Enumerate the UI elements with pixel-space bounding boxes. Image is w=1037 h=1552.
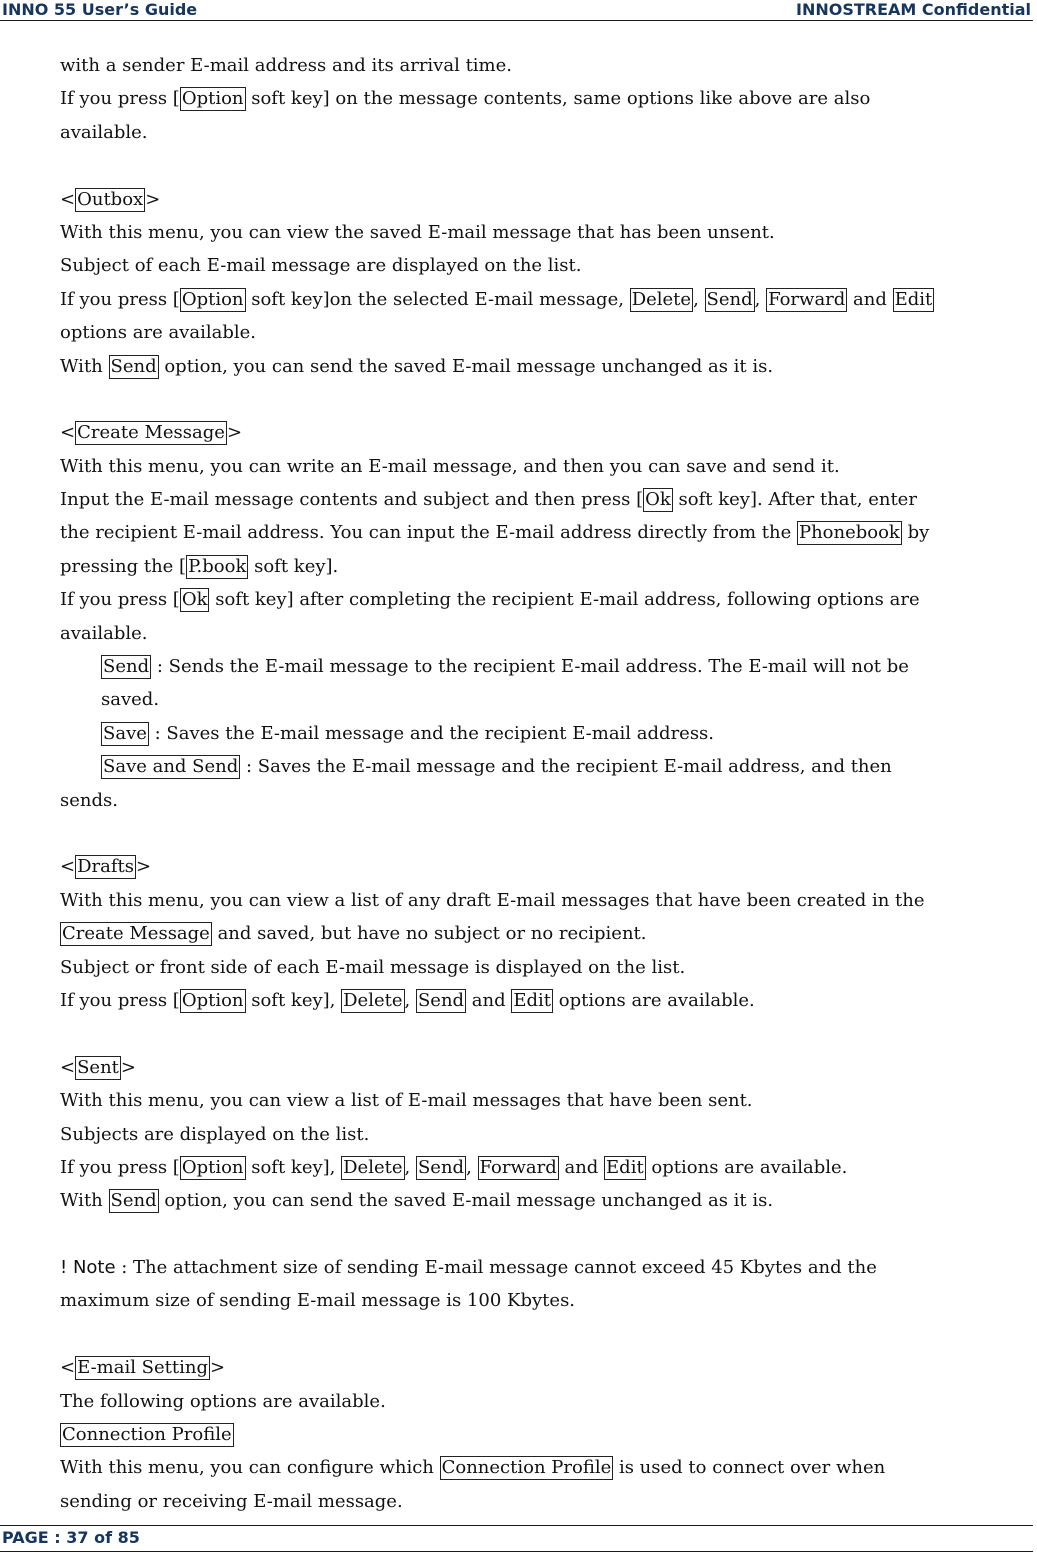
page-header xyxy=(0,0,1033,21)
menu-term: Option xyxy=(181,288,244,310)
text-line xyxy=(60,416,1030,449)
text-run: option, you can send the saved E-mail message unchanged as it is. xyxy=(158,1190,774,1212)
text-line xyxy=(60,516,1030,549)
text-run: Subject of each E-mail message are displayed on the list. xyxy=(60,255,582,277)
text-line xyxy=(60,350,1030,383)
text-run: If you press [ xyxy=(60,989,180,1011)
menu-term: Option xyxy=(181,1156,244,1178)
text-line xyxy=(60,917,1030,950)
menu-term: Connection Profile xyxy=(441,1457,612,1479)
text-run: With this menu, you can write an E-mail message, and then you can save and send it. xyxy=(60,455,840,477)
text-run: soft key]on the selected E-mail message, xyxy=(245,288,630,310)
menu-term: E-mail Setting xyxy=(77,1357,209,1379)
menu-term: Option xyxy=(181,989,244,1011)
text-run: soft key], xyxy=(245,989,342,1011)
text-run: , xyxy=(466,1156,478,1178)
text-run: and xyxy=(558,1156,605,1178)
text-run: If you press [ xyxy=(60,1156,180,1178)
blank-line xyxy=(60,1318,1030,1351)
text-run: > xyxy=(145,188,161,210)
menu-term: Sent xyxy=(77,1056,119,1078)
menu-term: Delete xyxy=(343,1156,403,1178)
menu-term: Drafts xyxy=(77,856,134,878)
text-run: , xyxy=(693,288,705,310)
text-run: soft key] on the message contents, same options like above are also xyxy=(245,88,871,110)
text-run: soft key] after completing the recipient E-mail address, following options are xyxy=(209,589,920,611)
text-line xyxy=(60,750,1030,783)
text-line xyxy=(60,1184,1030,1217)
text-run: : Sends the E-mail message to the recipient E-mail address. The E-mail will not be xyxy=(151,656,909,678)
text-line xyxy=(60,717,1030,750)
text-line xyxy=(60,1385,1030,1418)
menu-term: Send xyxy=(706,288,753,310)
text-run: < xyxy=(60,1357,76,1379)
text-line xyxy=(60,483,1030,516)
text-line xyxy=(60,850,1030,883)
text-line xyxy=(60,1485,1030,1518)
text-line xyxy=(60,884,1030,917)
menu-term: Edit xyxy=(894,288,933,310)
menu-term: Ok xyxy=(181,589,208,611)
menu-term: Send xyxy=(110,355,157,377)
text-line xyxy=(60,1118,1030,1151)
text-run: sends. xyxy=(60,789,118,811)
text-run: With this menu, you can view the saved E-mail message that has been unsent. xyxy=(60,221,775,243)
text-line xyxy=(60,550,1030,583)
text-run: , xyxy=(404,989,416,1011)
menu-term: Send xyxy=(417,1156,465,1178)
text-line xyxy=(60,951,1030,984)
text-run: < xyxy=(60,1056,76,1078)
text-run: available. xyxy=(60,622,148,644)
text-run: by xyxy=(901,522,930,544)
text-line xyxy=(60,1284,1030,1317)
header-confidential: INNOSTREAM Confidential xyxy=(796,0,1031,19)
text-run: < xyxy=(60,856,76,878)
menu-term: Save xyxy=(103,722,147,744)
text-line xyxy=(60,1084,1030,1117)
text-run: options are available. xyxy=(60,322,256,344)
menu-term: Delete xyxy=(343,989,403,1011)
text-run: sending or receiving E-mail message. xyxy=(60,1490,403,1512)
menu-term: P.book xyxy=(188,555,247,577)
text-line xyxy=(60,450,1030,483)
text-run: : Saves the E-mail message and the recipient E-mail address. xyxy=(148,722,715,744)
text-line xyxy=(60,617,1030,650)
text-run: is used to connect over when xyxy=(613,1457,886,1479)
text-run: With this menu, you can view a list of E-mail messages that have been sent. xyxy=(60,1090,753,1112)
note-label: ! Note xyxy=(60,1257,116,1279)
text-run: and xyxy=(847,288,893,310)
text-run: options are available. xyxy=(645,1156,848,1178)
menu-term: Send xyxy=(110,1190,157,1212)
header-title: INNO 55 User’s Guide xyxy=(2,0,198,19)
text-line xyxy=(60,784,1030,817)
text-run: If you press [ xyxy=(60,288,180,310)
text-run: > xyxy=(210,1357,226,1379)
blank-line xyxy=(60,149,1030,182)
text-line xyxy=(60,1251,1030,1284)
text-run: With this menu, you can configure which xyxy=(60,1457,440,1479)
text-run: available. xyxy=(60,121,148,143)
text-line xyxy=(60,116,1030,149)
text-line xyxy=(60,283,1030,316)
text-run: options are available. xyxy=(553,989,755,1011)
blank-line xyxy=(60,817,1030,850)
text-run: The following options are available. xyxy=(60,1390,386,1412)
menu-term: Create Message xyxy=(77,422,225,444)
text-run: soft key]. xyxy=(248,555,339,577)
menu-term: Delete xyxy=(631,288,692,310)
text-line xyxy=(60,249,1030,282)
text-run: and saved, but have no subject or no recipient. xyxy=(211,923,647,945)
document-body xyxy=(60,49,1030,1518)
menu-term: Ok xyxy=(645,489,671,511)
text-run: < xyxy=(60,422,76,444)
text-run: Subjects are displayed on the list. xyxy=(60,1123,370,1145)
menu-term: Save and Send xyxy=(103,756,239,778)
text-run: > xyxy=(136,856,152,878)
text-run: , xyxy=(754,288,767,310)
text-line xyxy=(60,1418,1030,1451)
text-line xyxy=(60,1051,1030,1084)
text-run: With xyxy=(60,355,109,377)
text-run: < xyxy=(60,188,76,210)
text-line xyxy=(60,1351,1030,1384)
text-line xyxy=(60,1451,1030,1484)
text-line xyxy=(60,650,1030,683)
text-run: With this menu, you can view a list of any draft E-mail messages that have been created in the xyxy=(60,889,925,911)
text-run: option, you can send the saved E-mail message unchanged as it is. xyxy=(158,355,774,377)
text-run: with a sender E-mail address and its arrival time. xyxy=(60,55,512,76)
text-run: the recipient E-mail address. You can input the E-mail address directly from the xyxy=(60,522,797,544)
menu-term: Outbox xyxy=(77,188,144,210)
menu-term: Create Message xyxy=(62,923,210,945)
text-run: soft key], xyxy=(245,1156,342,1178)
text-run: If you press [ xyxy=(60,88,180,110)
text-run: > xyxy=(226,422,243,444)
blank-line xyxy=(60,383,1030,416)
menu-term: Edit xyxy=(606,1156,644,1178)
menu-term: Phonebook xyxy=(798,522,900,544)
text-line xyxy=(60,1151,1030,1184)
text-line xyxy=(60,583,1030,616)
text-run: If you press [ xyxy=(60,589,180,611)
menu-term: Send xyxy=(417,989,465,1011)
menu-term: Forward xyxy=(768,288,846,310)
text-run: saved. xyxy=(101,689,160,711)
text-run: : The attachment size of sending E-mail message cannot exceed 45 Kbytes and the xyxy=(115,1257,877,1279)
text-line xyxy=(60,316,1030,349)
text-line xyxy=(60,82,1030,115)
text-run: pressing the [ xyxy=(60,555,187,577)
menu-term: Forward xyxy=(479,1156,557,1178)
text-run: With xyxy=(60,1190,109,1212)
menu-term: Edit xyxy=(513,989,552,1011)
text-run: maximum size of sending E-mail message is 100 Kbytes. xyxy=(60,1290,576,1312)
text-line xyxy=(60,984,1030,1017)
text-line xyxy=(60,683,1030,716)
text-run: and xyxy=(466,989,512,1011)
text-line xyxy=(60,49,1030,82)
text-run: , xyxy=(404,1156,416,1178)
menu-term: Option xyxy=(181,88,244,110)
page-footer xyxy=(0,1525,1033,1552)
menu-term: Connection Profile xyxy=(62,1424,232,1446)
text-run: Input the E-mail message contents and subject and then press [ xyxy=(60,489,644,511)
text-run: Subject or front side of each E-mail message is displayed on the list. xyxy=(60,956,686,978)
blank-line xyxy=(60,1218,1030,1251)
text-run: soft key]. After that, enter xyxy=(672,489,917,511)
menu-term: Send xyxy=(103,656,150,678)
text-line xyxy=(60,183,1030,216)
text-line xyxy=(60,216,1030,249)
text-run: > xyxy=(120,1056,136,1078)
page-number: PAGE : 37 of 85 xyxy=(2,1528,140,1547)
text-run: : Saves the E-mail message and the recipient E-mail address, and then xyxy=(240,756,892,778)
blank-line xyxy=(60,1017,1030,1050)
